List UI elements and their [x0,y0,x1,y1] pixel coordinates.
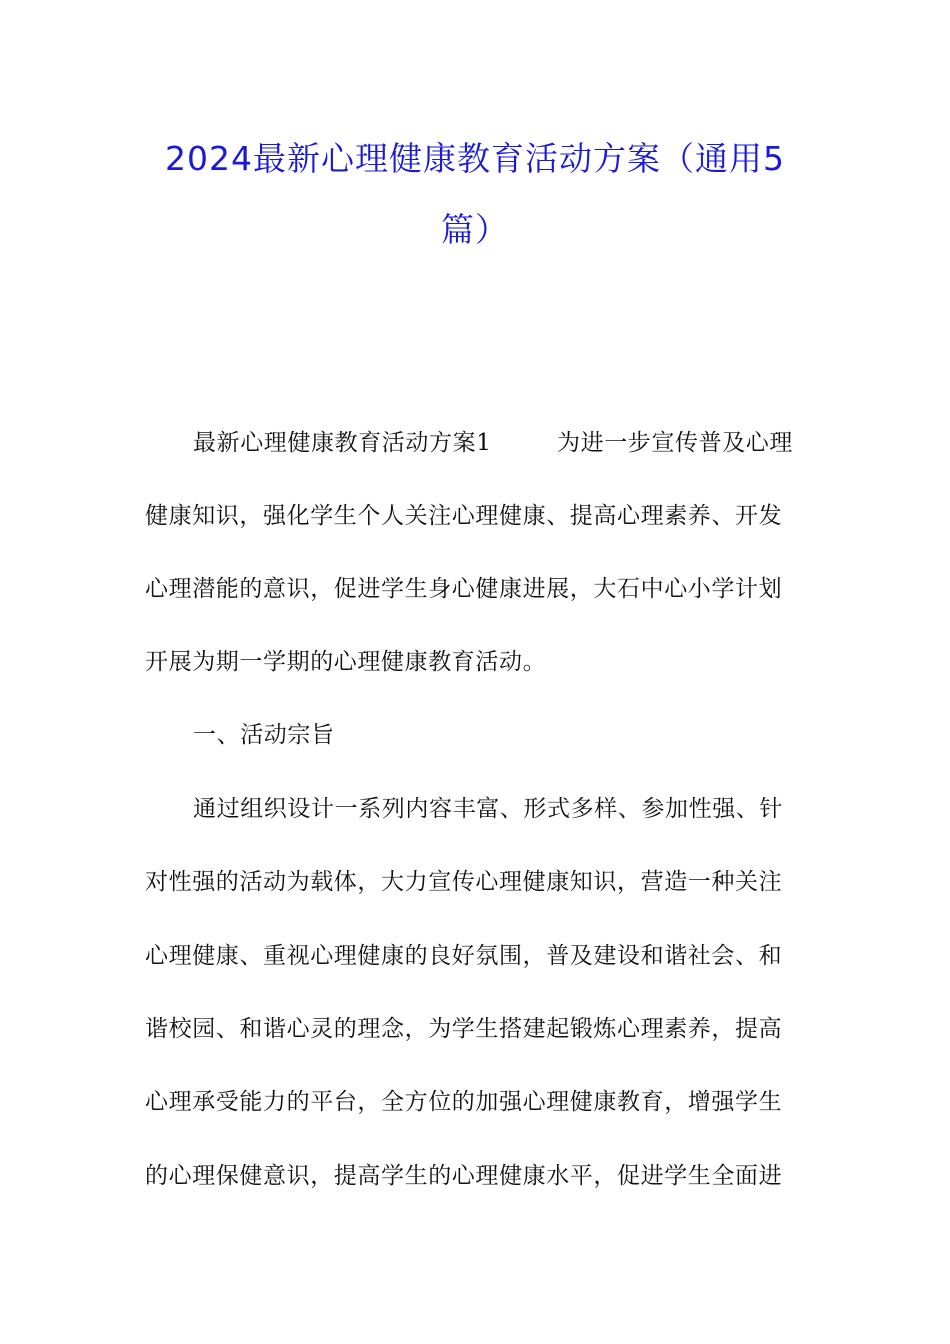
paragraph-1-heading: 最新心理健康教育活动方案1 [193,430,492,456]
paragraph-2-line-2: 对性强的活动为载体，大力宣传心理健康知识，营造一种关注 [145,869,783,895]
document-title-line-1: 2024最新心理健康教育活动方案（通用5 [165,139,785,178]
section-heading: 一、活动宗旨 [193,722,335,748]
paragraph-2-line-4: 谐校园、和谐心灵的理念，为学生搭建起锻炼心理素养，提高 [145,1016,783,1042]
paragraph-2-line-5: 心理承受能力的平台，全方位的加强心理健康教育，增强学生 [145,1089,783,1115]
paragraph-1-line-1: 为进一步宣传普及心理 [557,430,793,456]
paragraph-1-line-4: 开展为期一学期的心理健康教育活动。 [145,649,547,675]
paragraph-2-line-3: 心理健康、重视心理健康的良好氛围，普及建设和谐社会、和 [145,943,783,969]
paragraph-1-line-3: 心理潜能的意识，促进学生身心健康进展，大石中心小学计划 [145,576,783,602]
document-title-line-2: 篇） [441,210,509,249]
paragraph-1-line-2: 健康知识，强化学生个人关注心理健康、提高心理素养、开发 [145,503,783,529]
paragraph-2-line-1: 通过组织设计一系列内容丰富、形式多样、参加性强、针 [193,796,783,822]
paragraph-2-line-6: 的心理保健意识，提高学生的心理健康水平，促进学生全面进 [145,1163,783,1189]
